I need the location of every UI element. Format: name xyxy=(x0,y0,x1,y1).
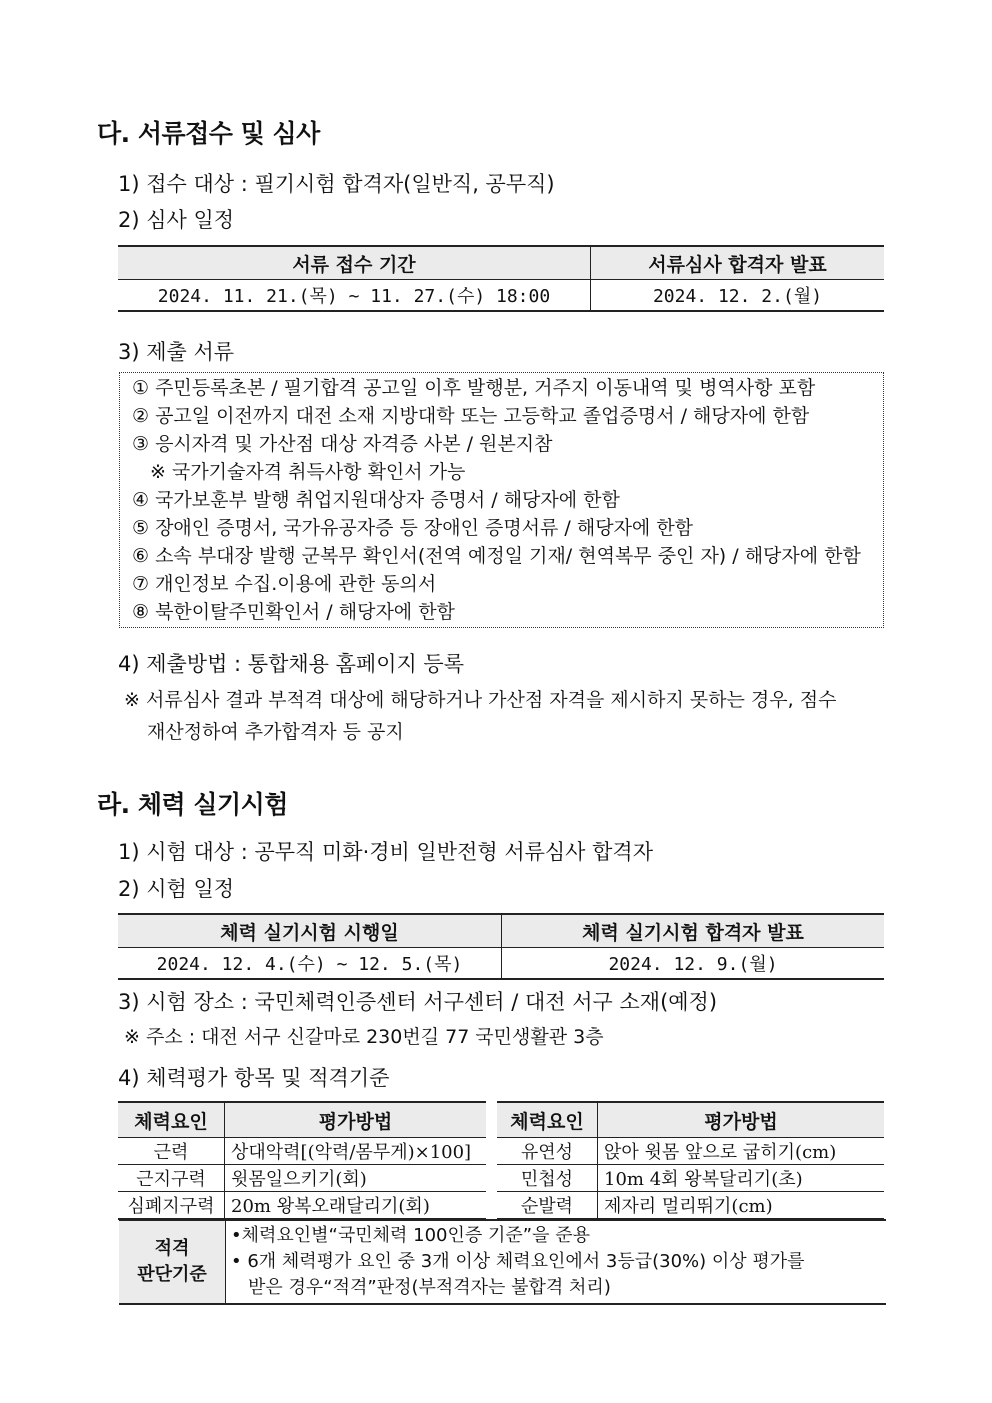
document-review-schedule-table xyxy=(118,245,884,312)
fitness-header: 체력요인 xyxy=(497,1102,598,1138)
ra-item-3: 3) 시험 장소 : 국민체력인증센터 서구센터 / 대전 서구 소재(예정) xyxy=(118,990,718,1014)
criteria-body xyxy=(231,1223,805,1301)
fitness-factor: 유연성 xyxy=(497,1138,598,1165)
fitness-factor: 근력 xyxy=(118,1138,225,1165)
table-row xyxy=(118,1165,486,1192)
document-item: ④ 국가보훈부 발행 취업지원대상자 증명서 / 해당자에 한함 xyxy=(132,489,620,511)
schedule-value: 2024. 11. 21.(목) ~ 11. 27.(수) 18:00 xyxy=(118,280,591,312)
document-item: ⑧ 북한이탈주민확인서 / 해당자에 한함 xyxy=(132,601,455,623)
table-row xyxy=(118,1138,486,1165)
criteria-line-2: • 6개 체력평가 요인 중 3개 이상 체력요인에서 3등급(30%) 이상 평가를 xyxy=(231,1251,805,1272)
schedule-value: 2024. 12. 2.(월) xyxy=(591,280,885,312)
fitness-factor: 심폐지구력 xyxy=(118,1192,225,1220)
schedule-header: 서류심사 합격자 발표 xyxy=(591,246,885,280)
da-item-4: 4) 제출방법 : 통합채용 홈페이지 등록 xyxy=(118,652,465,676)
table-row xyxy=(497,1165,884,1192)
criteria-line-1: •체력요인별“국민체력 100인증 기준”을 준용 xyxy=(231,1225,590,1246)
fitness-method: 10m 4회 왕복달리기(초) xyxy=(598,1165,885,1192)
document-item: ⑤ 장애인 증명서, 국가유공자증 등 장애인 증명서류 / 해당자에 한함 xyxy=(132,517,694,539)
da-item-1: 1) 접수 대상 : 필기시험 합격자(일반직, 공무직) xyxy=(118,172,555,196)
criteria-label xyxy=(119,1221,226,1303)
fitness-table-right xyxy=(497,1101,884,1220)
schedule-header: 서류 접수 기간 xyxy=(118,246,591,280)
document-item: ③ 응시자격 및 가산점 대상 자격증 사본 / 원본지참 xyxy=(132,433,553,455)
criteria-label-line-2: 판단기준 xyxy=(137,1264,207,1285)
fitness-method: 20m 왕복오래달리기(회) xyxy=(225,1192,487,1220)
schedule-value: 2024. 12. 9.(월) xyxy=(502,948,885,980)
ra-address: ※ 주소 : 대전 서구 신갈마로 230번길 77 국민생활관 3층 xyxy=(124,1026,604,1048)
fitness-factor: 순발력 xyxy=(497,1192,598,1220)
section-title-da: 다. 서류접수 및 심사 xyxy=(97,119,320,148)
fitness-method: 앉아 윗몸 앞으로 굽히기(cm) xyxy=(598,1138,885,1165)
ra-item-1: 1) 시험 대상 : 공무직 미화·경비 일반전형 서류심사 합격자 xyxy=(118,840,653,864)
fitness-factor: 근지구력 xyxy=(118,1165,225,1192)
schedule-header: 체력 실기시험 시행일 xyxy=(118,914,502,948)
document-item: ① 주민등록초본 / 필기합격 공고일 이후 발행분, 거주지 이동내역 및 병역사항 포함 xyxy=(132,377,816,399)
document-item: ⑥ 소속 부대장 발행 군복무 확인서(전역 예정일 기재/ 현역복무 중인 자) / 해당자에 한함 xyxy=(132,545,861,567)
document-item: ⑦ 개인정보 수집.이용에 관한 동의서 xyxy=(132,573,437,595)
ra-item-2: 2) 시험 일정 xyxy=(118,877,235,901)
fitness-header: 평가방법 xyxy=(598,1102,885,1138)
da-item-2: 2) 심사 일정 xyxy=(118,208,235,232)
da-note-line-1: ※ 서류심사 결과 부적격 대상에 해당하거나 가산점 자격을 제시하지 못하는 경우, 점수 xyxy=(124,689,837,711)
eligibility-criteria-box xyxy=(119,1219,886,1305)
document-item: ② 공고일 이전까지 대전 소재 지방대학 또는 고등학교 졸업증명서 / 해당자에 한함 xyxy=(132,405,810,427)
fitness-factor: 민첩성 xyxy=(497,1165,598,1192)
da-note-line-2: 재산정하여 추가합격자 등 공지 xyxy=(147,721,404,743)
fitness-header: 평가방법 xyxy=(225,1102,487,1138)
ra-item-4: 4) 체력평가 항목 및 적격기준 xyxy=(118,1066,390,1090)
fitness-method: 상대악력[(악력/몸무게)×100] xyxy=(225,1138,487,1165)
fitness-method: 제자리 멀리뛰기(cm) xyxy=(598,1192,885,1220)
fitness-header: 체력요인 xyxy=(118,1102,225,1138)
document-note: ※ 국가기술자격 취득사항 확인서 가능 xyxy=(150,461,466,483)
fitness-method: 윗몸일으키기(회) xyxy=(225,1165,487,1192)
fitness-table-left xyxy=(118,1101,486,1220)
required-documents-box xyxy=(119,372,884,628)
criteria-label-line-1: 적격 xyxy=(154,1238,190,1259)
table-row xyxy=(497,1192,884,1220)
section-title-ra: 라. 체력 실기시험 xyxy=(97,790,288,819)
schedule-header: 체력 실기시험 합격자 발표 xyxy=(502,914,885,948)
table-row xyxy=(118,1192,486,1220)
table-row xyxy=(497,1138,884,1165)
schedule-value: 2024. 12. 4.(수) ~ 12. 5.(목) xyxy=(118,948,502,980)
fitness-test-schedule-table xyxy=(118,913,884,980)
criteria-line-3: 받은 경우“적격”판정(부적격자는 불합격 처리) xyxy=(248,1277,611,1298)
da-item-3: 3) 제출 서류 xyxy=(118,340,235,364)
